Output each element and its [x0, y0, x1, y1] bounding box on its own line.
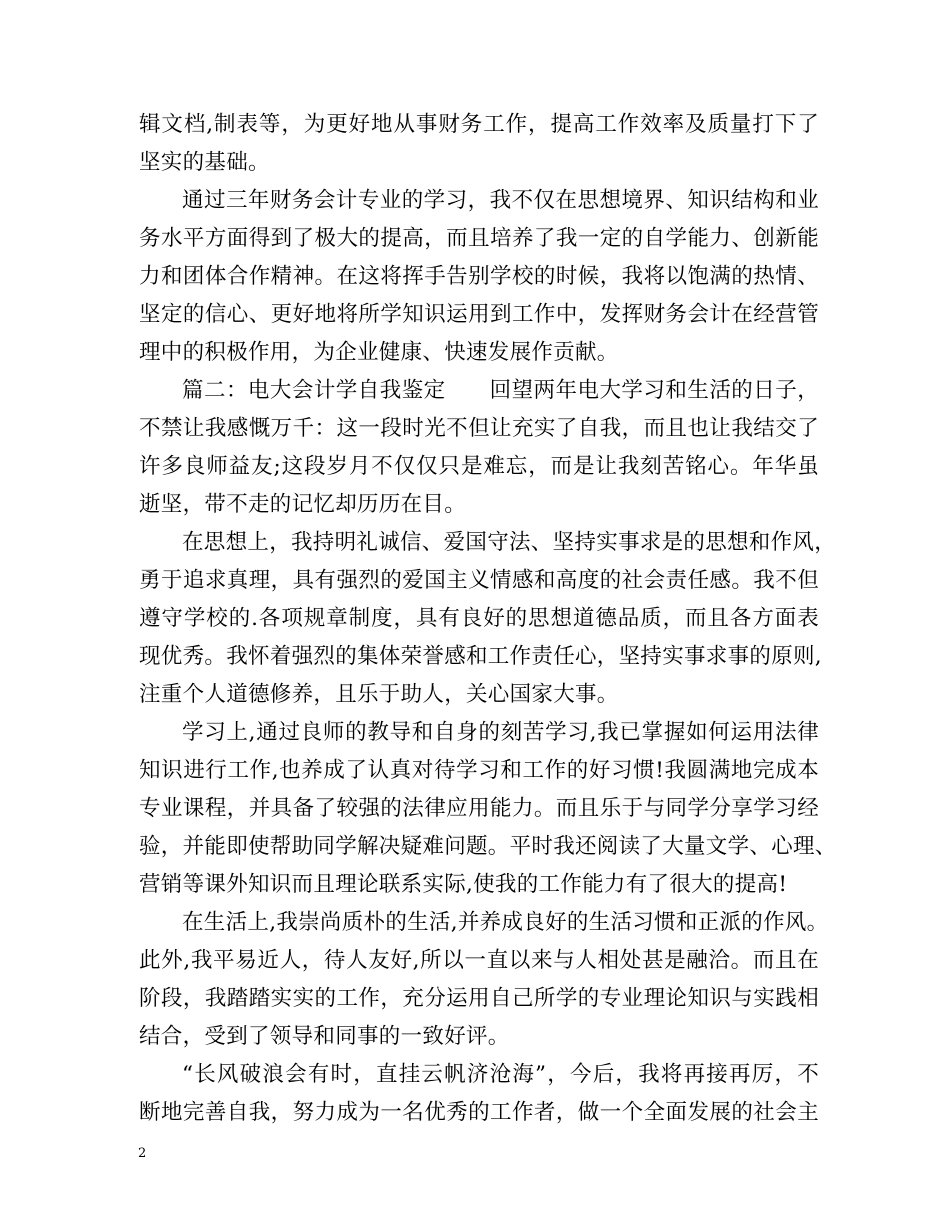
text-line: 遵守学校的.各项规章制度，具有良好的思想道德品质，而且各方面表: [139, 606, 819, 631]
text-line: “长风破浪会有时，直挂云帆济沧海”，今后，我将再接再厉，不: [182, 1062, 819, 1087]
text-line: 此外,我平易近人，待人友好,所以一直以来与人相处甚是融洽。而且在: [139, 948, 819, 973]
text-line: 坚定的信心、更好地将所学知识运用到工作中，发挥财务会计在经营管: [139, 302, 819, 327]
text-line: 现优秀。我怀着强烈的集体荣誉感和工作责任心，坚持实事求事的原则,: [139, 644, 822, 669]
text-line: 注重个人道德修养，且乐于助人，关心国家大事。: [139, 682, 619, 707]
text-line: 许多良师益友;这段岁月不仅仅只是难忘，而是让我刻苦铭心。年华虽: [139, 454, 819, 479]
text-line: 学习上,通过良师的教导和自身的刻苦学习,我已掌握如何运用法律: [182, 720, 819, 745]
text-line: 通过三年财务会计专业的学习，我不仅在思想境界、知识结构和业: [182, 188, 819, 213]
text-line: 篇二：电大会计学自我鉴定 回望两年电大学习和生活的日子，: [182, 378, 819, 403]
text-line: 不禁让我感慨万千：这一段时光不但让充实了自我，而且也让我结交了: [139, 416, 819, 441]
text-line: 在生活上,我崇尚质朴的生活,并养成良好的生活习惯和正派的作风。: [182, 910, 829, 935]
text-line: 逝坚，带不走的记忆却历历在目。: [139, 492, 467, 517]
text-line: 验，并能即使帮助同学解决疑难问题。平时我还阅读了大量文学、心理、: [139, 834, 837, 859]
text-line: 专业课程，并具备了较强的法律应用能力。而且乐于与同学分享学习经: [139, 796, 819, 821]
text-line: 营销等课外知识而且理论联系实际,使我的工作能力有了很大的提高!: [139, 872, 788, 897]
text-line: 断地完善自我，努力成为一名优秀的工作者，做一个全面发展的社会主: [139, 1100, 819, 1125]
text-line: 理中的积极作用，为企业健康、快速发展作贡献。: [139, 340, 619, 365]
text-line: 勇于追求真理，具有强烈的爱国主义情感和高度的社会责任感。我不但: [139, 568, 819, 593]
text-line: 力和团体合作精神。在这将挥手告别学校的时候，我将以饱满的热情、: [139, 264, 819, 289]
text-line: 辑文档,制表等，为更好地从事财务工作，提高工作效率及质量打下了: [139, 112, 819, 137]
text-line: 在思想上，我持明礼诚信、爱国守法、坚持实事求是的思想和作风，: [182, 530, 837, 555]
text-line: 务水平方面得到了极大的提高，而且培养了我一定的自学能力、创新能: [139, 226, 819, 251]
text-line: 阶段，我踏踏实实的工作，充分运用自己所学的专业理论知识与实践相: [139, 986, 819, 1011]
text-line: 知识进行工作,也养成了认真对待学习和工作的好习惯!我圆满地完成本: [139, 758, 819, 783]
page-number: 2: [138, 1146, 147, 1161]
document-body: [139, 106, 837, 1132]
text-line: 坚实的基础。: [139, 150, 270, 175]
text-line: 结合，受到了领导和同事的一致好评。: [139, 1024, 510, 1049]
